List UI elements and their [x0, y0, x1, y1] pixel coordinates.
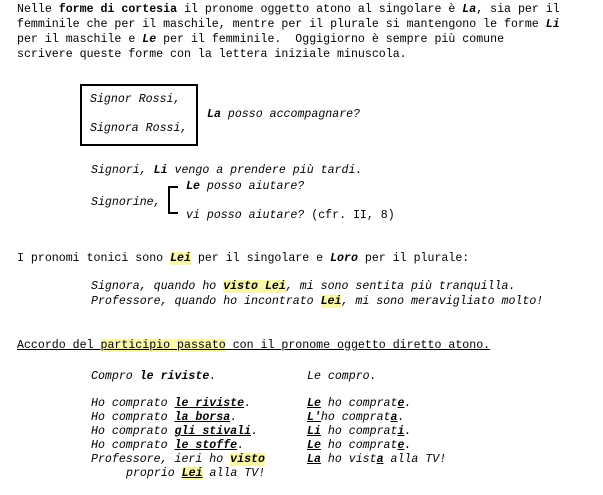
tonici-line: I pronomi tonici sono Lei per il singolare e Loro per il plurale:: [17, 252, 470, 265]
intro-line-3: per il maschile e Le per il femminile. Oggigiorno è sempre più comune: [17, 33, 505, 46]
vi-posso-aiutare: vi posso aiutare? (cfr. II, 8): [186, 209, 395, 222]
left-row-2: Ho comprato la borsa.: [91, 411, 238, 424]
right-row-3: Li ho comprati.: [307, 425, 412, 438]
la-posso-accompagnare: La posso accompagnare?: [207, 108, 361, 121]
signori-line: Signori, Li vengo a prendere più tardi.: [91, 164, 363, 177]
bracket-top: [168, 186, 178, 188]
accordo-heading: Accordo del participio passato con il pronome oggetto diretto atono.: [17, 339, 491, 352]
left-row-proprio: proprio Lei alla TV!: [126, 467, 266, 480]
left-row-4: Ho comprato le stoffe.: [91, 439, 245, 452]
right-row-4: Le ho comprate.: [307, 439, 412, 452]
signor-rossi: Signor Rossi,: [90, 93, 181, 106]
left-row-prof: Professore, ieri ho visto: [91, 453, 265, 466]
left-row-3: Ho comprato gli stivali.: [91, 425, 258, 438]
left-row-1: Ho comprato le riviste.: [91, 397, 252, 410]
signora-rossi: Signora Rossi,: [90, 122, 188, 135]
le-compro: Le compro.: [307, 370, 377, 383]
tonici-example-2: Professore, quando ho incontrato Lei, mi sono meravigliato molto!: [91, 295, 544, 308]
intro-line-1: Nelle forme di cortesia il pronome oggetto atono al singolare è La, sia per il: [17, 3, 560, 16]
bracket-bottom: [168, 212, 178, 214]
right-row-2: L'ho comprata.: [307, 411, 405, 424]
compro-le-riviste: Compro le riviste.: [91, 370, 217, 383]
right-row-la-vista: La ho vista alla TV!: [307, 453, 447, 466]
signorine: Signorine,: [91, 196, 161, 209]
intro-line-2: femminile che per il maschile, mentre per il plurale si mantengono le forme Li: [17, 18, 560, 31]
intro-line-4: scrivere queste forme con la lettera iniziale minuscola.: [17, 48, 407, 61]
le-posso-aiutare: Le posso aiutare?: [186, 180, 305, 193]
bracket-vertical: [168, 186, 170, 213]
right-row-1: Le ho comprate.: [307, 397, 412, 410]
tonici-example-1: Signora, quando ho visto Lei, mi sono sentita più tranquilla.: [91, 280, 516, 293]
